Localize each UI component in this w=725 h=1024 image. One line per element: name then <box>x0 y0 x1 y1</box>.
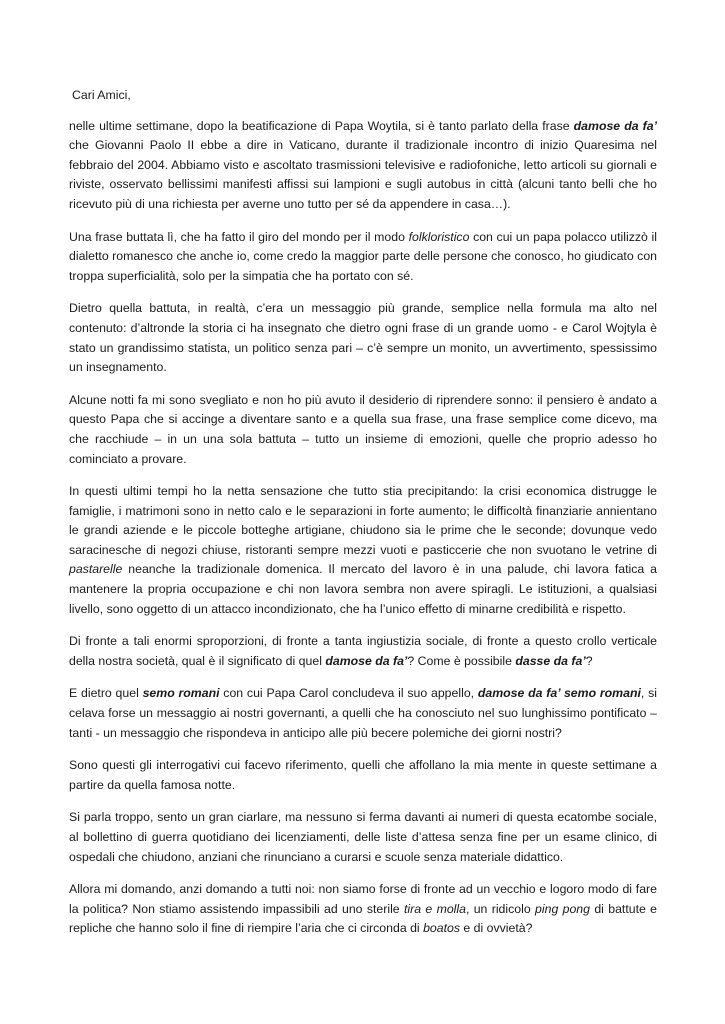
paragraph-text: ? <box>585 653 593 668</box>
emphasized-phrase: damose da fa’ <box>573 118 657 133</box>
paragraph-text: Sono questi gli interrogativi cui facevo riferimento, quelli che affollano la mia mente in queste settimane a partire da quella famosa notte. <box>69 758 657 792</box>
paragraph-text: , un ridicolo <box>465 901 536 916</box>
paragraph-text: Si parla troppo, sento un gran ciarlare, ma nessuno si ferma davanti ai numeri di questa ecatombe sociale, al bollettino di guerra quotidiano dei licenziamenti, delle liste d’attesa senza fine per un esame clinico, di ospedali che chiudono, anziani che rinunciano a curarsi e scuole senza materiale didattico. <box>69 810 657 864</box>
letter-paragraph <box>69 632 657 671</box>
letter-body <box>69 117 657 939</box>
paragraph-text: neanche la tradizionale domenica. Il mercato del lavoro è in una palude, chi lavora fatica a mantenere la propria occupazione e chi non lavora sembra non avere spiragli. Le istituzioni, a qualsiasi livello, sono oggetto di un attacco incondizionato, che ha l’unico effetto di minarne credibilità e rispetto. <box>69 562 657 616</box>
letter-paragraph <box>69 391 657 469</box>
emphasized-phrase: semo romani <box>142 686 220 701</box>
paragraph-text: In questi ultimi tempi ho la netta sensazione che tutto stia precipitando: la crisi economica distrugge le famiglie, i matrimoni sono in netto calo e le separazioni in forte aumento; le difficoltà finanziarie annientano le grandi aziende e le piccole botteghe artigiane, chiudono sia le prime che le seconde; dovunque vedo saracinesche di negozi chiuse, ristoranti sempre mezzi vuoti e pasticcerie che non svuotano le vetrine di <box>69 484 657 557</box>
letter-paragraph <box>69 756 657 795</box>
emphasized-phrase: pastarelle <box>69 562 123 577</box>
paragraph-text: di battute e repliche che hanno solo il fine di riempire l’aria che ci circonda di <box>69 901 658 936</box>
paragraph-text: con cui Papa Carol concludeva il suo appello, <box>219 686 478 701</box>
paragraph-text: ? Come è possibile <box>407 653 516 668</box>
letter-document <box>69 86 657 952</box>
paragraph-text: Alcune notti fa mi sono svegliato e non ho più avuto il desiderio di riprendere sonno: il pensiero è andato a questo Papa che si accinge a diventare santo e a quella sua frase, una frase semplice come dicevo, ma che racchiude – in un una sola battuta – tutto un insieme di emozioni, quelle che proprio adesso ho cominciato a provare. <box>69 392 657 466</box>
letter-paragraph <box>69 117 657 215</box>
emphasized-phrase: folkloristico <box>408 229 470 244</box>
emphasized-phrase: dasse da fa’ <box>515 653 586 668</box>
emphasized-phrase: damose da fa’ semo romani <box>477 686 641 701</box>
letter-paragraph <box>69 880 657 939</box>
paragraph-text: Allora mi domando, anzi domando a tutti noi: non siamo forse di fronte ad un vecchio e logoro modo di fare la politica? Non stiamo assistendo impassibili ad uno sterile <box>69 882 657 916</box>
paragraph-text: nelle ultime settimane, dopo la beatificazione di Papa Woytila, si è tanto parlato della frase <box>69 118 574 133</box>
letter-paragraph <box>69 684 657 743</box>
paragraph-text: Una frase buttata lì, che ha fatto il giro del mondo per il modo <box>69 229 409 244</box>
paragraph-text: Di fronte a tali enormi sproporzioni, di fronte a tanta ingiustizia sociale, di fronte a questo crollo verticale della nostra società, qual è il significato di quel <box>69 634 657 668</box>
paragraph-text: con cui un papa polacco utilizzò il dialetto romanesco che anche io, come credo la maggior parte delle persone che conosco, ho giudicato con troppa superficialità, solo per la simpatia che ha portato con sé. <box>69 229 657 283</box>
paragraph-text: Dietro quella battuta, in realtà, c’era un messaggio più grande, semplice nella formula ma alto nel contenuto: d’altronde la storia ci ha insegnato che dietro ogni frase di un grande uomo - e Carol Wojtyla è stato un grandissimo statista, un politico senza pari – c’è sempre un monito, un avvertimento, spessissimo un insegnamento. <box>69 301 657 375</box>
emphasized-phrase: damose da fa’ <box>325 653 408 668</box>
paragraph-text: E dietro quel <box>69 686 143 701</box>
letter-greeting: Cari Amici, <box>72 88 131 102</box>
letter-paragraph <box>69 482 657 619</box>
emphasized-phrase: ping pong <box>535 901 590 916</box>
paragraph-text: che Giovanni Paolo II ebbe a dire in Vaticano, durante il tradizionale incontro di inizio Quaresima nel febbraio del 2004. Abbiamo visto e ascoltato trasmissioni televisive e radiofoniche, letto articoli su giornali e riviste, osservato bellissimi manifesti affissi sui lampioni e sugli autobus in città (alcuni tanto belli che ho ricevuto più di una richiesta per averne uno tutto per sé da appendere in casa…). <box>69 138 657 211</box>
paragraph-text: e di ovvietà? <box>459 921 533 936</box>
letter-paragraph <box>69 228 657 287</box>
emphasized-phrase: boatos <box>423 921 460 936</box>
emphasized-phrase: tira e molla <box>403 901 466 916</box>
paragraph-text: , si celava forse un messaggio ai nostri governanti, a quelli che ha conosciuto nel suo lunghissimo pontificato – tanti - un messaggio che rispondeva in anticipo alle più becere polemiche dei giorni nostri? <box>69 686 657 740</box>
letter-paragraph <box>69 808 657 867</box>
letter-paragraph <box>69 299 657 377</box>
